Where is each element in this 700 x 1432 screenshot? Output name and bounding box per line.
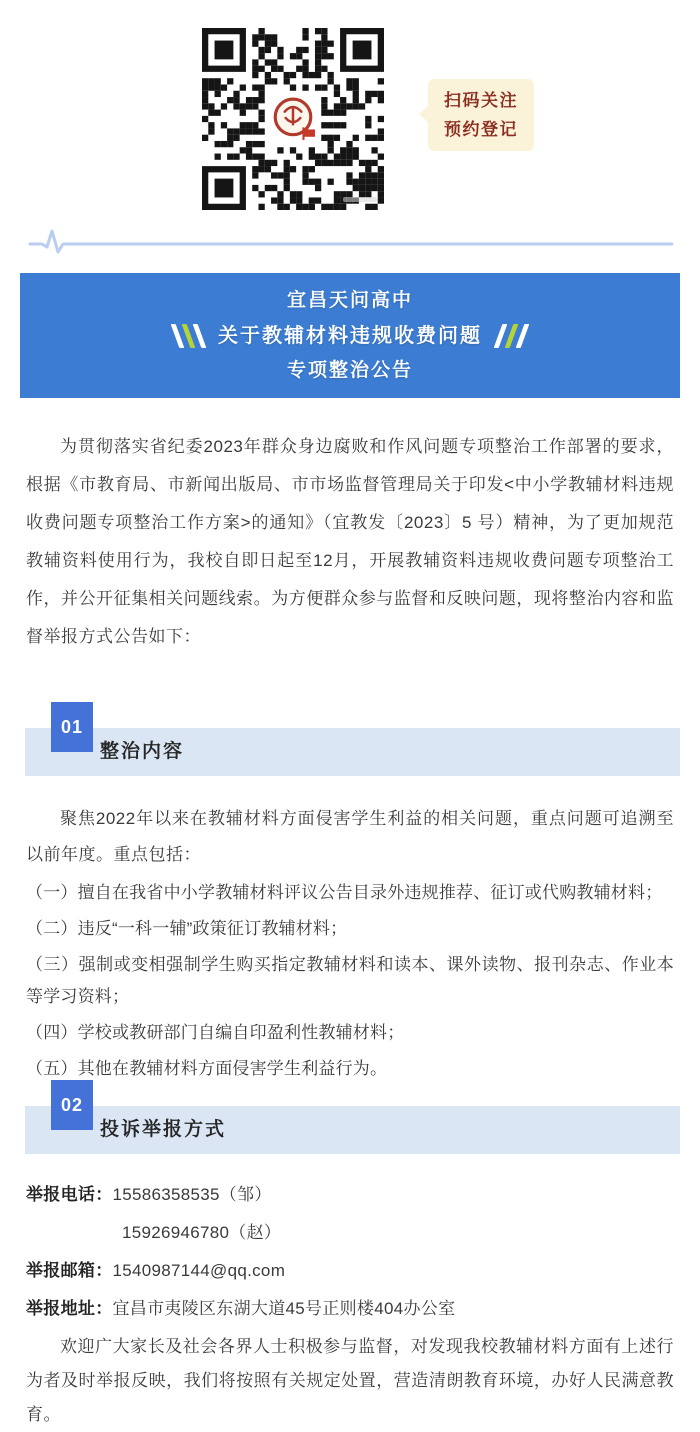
qr-watermark: [343, 197, 377, 202]
qr-center-logo: [266, 92, 320, 146]
banner-title-row: [175, 323, 525, 349]
list-item: （五）其他在教辅材料方面侵害学生利益行为。: [26, 1059, 388, 1078]
section-title: 整治内容: [100, 741, 185, 762]
announcement-banner: [20, 273, 680, 398]
section-01-lead: 聚焦2022年以来在教辅材料方面侵害学生利益的相关问题，重点问题可追溯至以前年度。重点包括：: [26, 809, 674, 864]
section-number-badge: 02: [51, 1080, 93, 1130]
report-address-label: 举报地址：: [26, 1299, 113, 1318]
list-item: （三）强制或变相强制学生购买指定教辅材料和读本、课外读物、报刊杂志、作业本等学习资料；: [26, 955, 674, 1006]
report-phone-2: 15926946780（赵）: [122, 1223, 282, 1242]
qr-code: [202, 28, 384, 210]
bubble-pointer: [419, 105, 429, 123]
report-phone-line: [26, 1176, 674, 1214]
report-phone-line-2: [26, 1214, 674, 1252]
report-email: 1540987144@qq.com: [112, 1261, 286, 1280]
banner-school-name: 宜昌天问高中: [286, 289, 413, 311]
banner-subtitle: 专项整治公告: [286, 359, 413, 381]
banner-title: 关于教辅材料违规收费问题: [218, 324, 482, 347]
report-email-label: 举报邮箱：: [26, 1261, 113, 1280]
slash: [516, 324, 530, 348]
qr-header-section: [0, 0, 700, 225]
list-item: （二）违反“一科一辅”政策征订教辅材料；: [26, 919, 348, 938]
slash: [193, 324, 207, 348]
report-address-line: [26, 1290, 674, 1328]
ecg-divider: [0, 225, 700, 255]
report-email-line: [26, 1252, 674, 1290]
article-body: [0, 428, 700, 1432]
scan-tip-line2: 预约登记: [444, 120, 518, 139]
qr-code-image: [202, 28, 384, 210]
slash-decoration-left-icon: [175, 324, 202, 348]
section-header-01: [25, 716, 680, 776]
section-header-02: [25, 1094, 680, 1154]
contact-block: [26, 1176, 674, 1328]
scan-tip-line1: 扫码关注: [444, 91, 518, 110]
list-item: （一）擅自在我省中小学教辅材料评议公告目录外违规推荐、征订或代购教辅材料；: [26, 883, 663, 902]
report-phone-label: 举报电话：: [26, 1185, 113, 1204]
report-phone-1: 15586358535（邹）: [112, 1185, 272, 1204]
intro-paragraph: 为贯彻落实省纪委2023年群众身边腐败和作风问题专项整治工作部署的要求，根据《市教育局、市新闻出版局、市市场监督管理局关于印发<中小学教辅材料违规收费问题专项整治工作方案>的通知》（宜教发〔2023〕5 号）精神，为了更加规范教辅资料使用行为，我校自即日起至12月，开展教辅资料违规收费问题专项整治工作，并公开征集相关问题线索。为方便群众参与监督和反映问题，现将整治内容和监督举报方式公告如下：: [26, 437, 674, 646]
slash-decoration-right-icon: [498, 324, 525, 348]
list-item: （四）学校或教研部门自编自印盈利性教辅材料；: [26, 1023, 405, 1042]
outro-paragraph: 欢迎广大家长及社会各界人士积极参与监督，对发现我校教辅材料方面有上述行为者及时举报反映，我们将按照有关规定处置，营造清朗教育环境，办好人民满意教育。: [26, 1337, 674, 1424]
section-number-badge: 01: [51, 702, 93, 752]
report-address: 宜昌市夷陵区东湖大道45号正则楼404办公室: [112, 1299, 456, 1318]
section-title: 投诉举报方式: [100, 1119, 227, 1140]
scan-tip-bubble: [428, 79, 534, 151]
